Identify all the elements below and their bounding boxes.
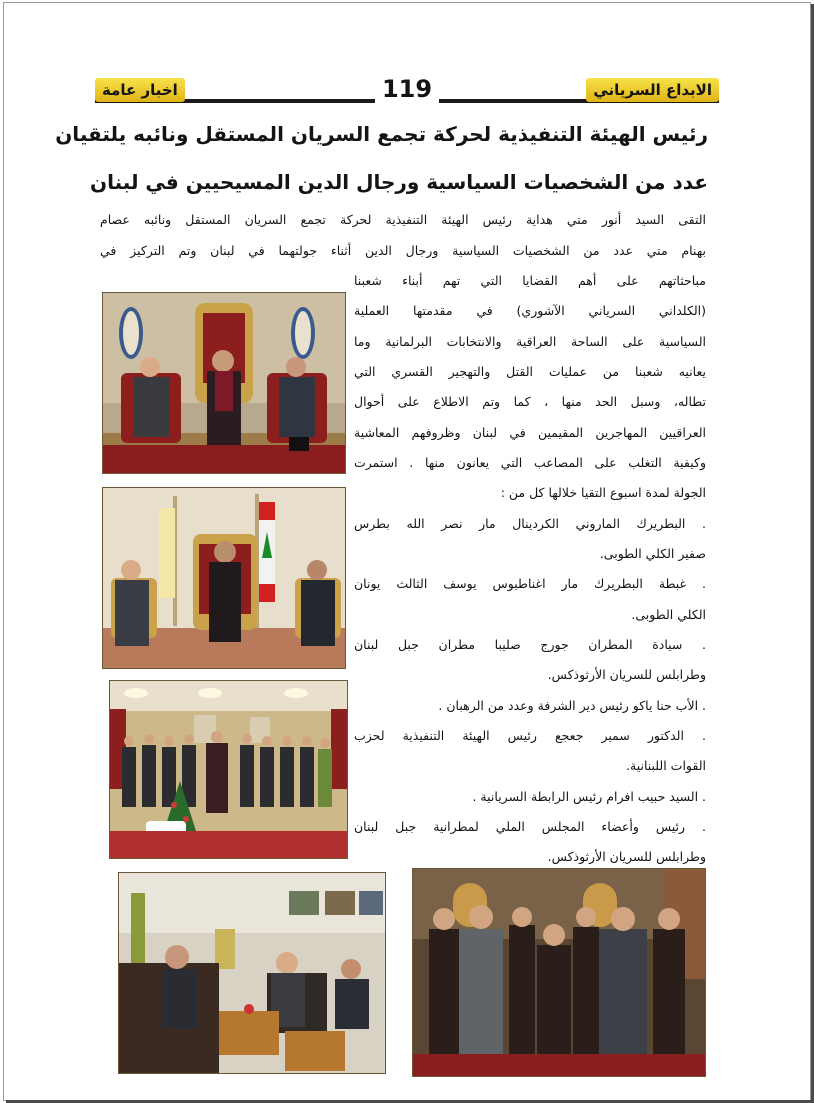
body-line: صفير الكلي الطوبى. [599, 546, 706, 561]
headline-line-1: رئيس الهيئة التنفيذية لحركة تجمع السريان المستقل ونائبه يلتقيان [55, 122, 708, 146]
body-line: (الكلداني السرياني الآشوري) في مقدمتها العملية [354, 303, 706, 318]
body-line: العراقيين المهاجرين المقيمين في لبنان وظروفهم المعاشية [354, 425, 706, 440]
page-header [95, 74, 719, 108]
photo-meeting-syriac-patriarch [102, 487, 346, 669]
body-line: التقى السيد أنور متي هداية رئيس الهيئة التنفيذية لحركة تجمع السريان المستقل ونائبه عصام [100, 212, 706, 227]
body-line: . رئيس وأعضاء المجلس الملي لمطرانية جبل لبنان [354, 819, 706, 834]
body-line: بهنام متي عدد من الشخصيات السياسية ورجال الدين أثناء جولتهما في لبنان وتم التركيز في [100, 243, 706, 258]
body-line: . البطريرك الماروني الكردينال مار نصر الله بطرس [354, 516, 706, 531]
photo-group-christmas-tree [109, 680, 348, 859]
body-line: وطرابلس للسريان الأرثوذكس. [547, 849, 706, 864]
body-line: يعانيه شعبنا من عمليات القتل والتهجير القسري التي [354, 364, 706, 379]
photo-meeting-maronite-patriarch [102, 292, 346, 474]
page-number: 119 [375, 72, 439, 106]
body-line: . السيد حبيب افرام رئيس الرابطة السريانية . [472, 789, 706, 804]
body-line: . غبطة البطريرك مار اغناطيوس يوسف الثالث يونان [354, 576, 706, 591]
body-line: الجولة لمدة اسبوع التقيا خلالها كل من : [500, 485, 706, 500]
body-line: السياسية على الساحة العراقية والانتخابات البرلمانية وما [354, 334, 706, 349]
body-line: وكيفية التغلب على المصاعب التي يعانون منها . استمرت [354, 455, 706, 470]
body-line: . الأب حنا ياكو رئيس دير الشرفة وعدد من الرهبان . [438, 698, 706, 713]
headline-line-2: عدد من الشخصيات السياسية ورجال الدين المسيحيين في لبنان [90, 170, 708, 194]
photo-office-meeting [118, 872, 386, 1074]
photo-monastery-group [412, 868, 706, 1077]
publication-title: الابداع السرياني [586, 78, 719, 102]
body-line: . سيادة المطران جورج صليبا مطران جبل لبنان [354, 637, 706, 652]
body-line: مباحثاتهم على أهم القضايا التي تهم أبناء شعبنا [354, 273, 706, 288]
section-label: اخبار عامة [95, 78, 185, 102]
body-line: القوات اللبنانية. [626, 758, 706, 773]
body-line: تطاله، وسبل الحد منها ، كما وتم الاطلاع على أحوال [354, 394, 706, 409]
body-line: . الدكتور سمير جعجع رئيس الهيئة التنفيذية لحزب [354, 728, 706, 743]
body-line: الكلي الطوبى. [631, 607, 706, 622]
body-line: وطرابلس للسريان الأرثوذكس. [547, 667, 706, 682]
